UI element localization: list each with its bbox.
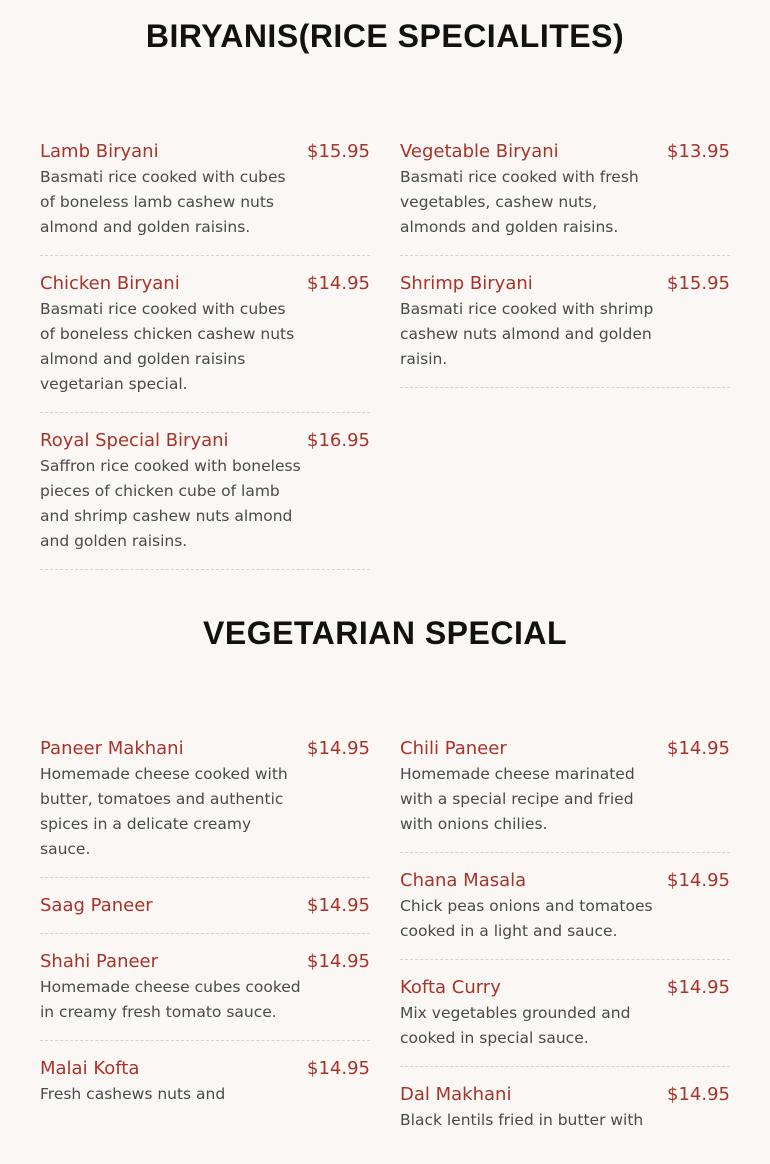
menu-item — [40, 140, 370, 256]
menu-item-description: Basmati rice cooked with shrimp cashew nuts almond and golden raisin. — [400, 300, 654, 368]
menu-item-name: Malai Kofta — [40, 1058, 140, 1079]
menu-item — [40, 894, 370, 934]
menu-item — [400, 272, 730, 388]
menu-item-price: $14.95 — [667, 1084, 730, 1105]
menu-item-name: Royal Special Biryani — [40, 430, 229, 451]
menu-item-description: Homemade cheese cooked with butter, tomatoes and authentic spices in a delicate creamy sauce. — [40, 765, 288, 858]
menu-item — [400, 869, 730, 960]
menu-item-price: $14.95 — [307, 738, 370, 759]
menu-item-price: $16.95 — [307, 430, 370, 451]
menu-item — [40, 1057, 370, 1122]
menu-item-name: Shahi Paneer — [40, 951, 159, 972]
menu-item-name: Paneer Makhani — [40, 738, 184, 759]
biryani-right-column — [400, 140, 730, 404]
menu-item-name: Chili Paneer — [400, 738, 507, 759]
menu-item-price: $13.95 — [667, 141, 730, 162]
menu-item-description: Fresh cashews nuts and — [40, 1085, 226, 1103]
menu-item-description: Basmati rice cooked with cubes of boneless chicken cashew nuts almond and golden raisins vegetarian special. — [40, 300, 295, 393]
menu-item-description: Homemade cheese cubes cooked in creamy fresh tomato sauce. — [40, 978, 301, 1021]
menu-item-price: $14.95 — [667, 977, 730, 998]
menu-item — [40, 737, 370, 878]
menu-item — [40, 429, 370, 570]
menu-item-price: $14.95 — [307, 951, 370, 972]
menu-item-price: $15.95 — [667, 273, 730, 294]
menu-item-description: Chick peas onions and tomatoes cooked in a light and sauce. — [400, 897, 653, 940]
menu-item-price: $14.95 — [667, 738, 730, 759]
menu-item-price: $14.95 — [307, 895, 370, 916]
menu-item-description: Saffron rice cooked with boneless pieces of chicken cube of lamb and shrimp cashew nuts almond and golden raisins. — [40, 457, 301, 550]
menu-item-description: Black lentils fried in butter with — [400, 1111, 644, 1129]
vegetarian-right-column — [400, 737, 730, 1164]
menu-item-name: Saag Paneer — [40, 895, 153, 916]
biryani-left-column — [40, 140, 370, 586]
menu-item-name: Chicken Biryani — [40, 273, 180, 294]
menu-item-price: $15.95 — [307, 141, 370, 162]
section-title-biryanis: BIRYANIS(RICE SPECIALITES) — [145, 18, 625, 54]
menu-item-name: Lamb Biryani — [40, 141, 159, 162]
menu-item — [400, 1083, 730, 1148]
menu-item-price: $14.95 — [307, 273, 370, 294]
vegetarian-left-column — [40, 737, 370, 1138]
menu-item-name: Shrimp Biryani — [400, 273, 533, 294]
menu-item-description: Homemade cheese marinated with a special recipe and fried with onions chilies. — [400, 765, 635, 833]
menu-item-description: Basmati rice cooked with fresh vegetables, cashew nuts, almonds and golden raisins. — [400, 168, 639, 236]
menu-item-name: Kofta Curry — [400, 977, 501, 998]
menu-item-description: Mix vegetables grounded and cooked in special sauce. — [400, 1004, 631, 1047]
menu-item-name: Vegetable Biryani — [400, 141, 559, 162]
menu-item-price: $14.95 — [307, 1058, 370, 1079]
menu-item-price: $14.95 — [667, 870, 730, 891]
menu-item-description: Basmati rice cooked with cubes of boneless lamb cashew nuts almond and golden raisins. — [40, 168, 286, 236]
menu-item — [40, 950, 370, 1041]
menu-item — [40, 272, 370, 413]
section-title-vegetarian: VEGETARIAN SPECIAL — [203, 615, 567, 651]
menu-item — [400, 976, 730, 1067]
menu-item-name: Chana Masala — [400, 870, 527, 891]
menu-item-name: Dal Makhani — [400, 1084, 512, 1105]
menu-item — [400, 737, 730, 853]
menu-item — [400, 140, 730, 256]
